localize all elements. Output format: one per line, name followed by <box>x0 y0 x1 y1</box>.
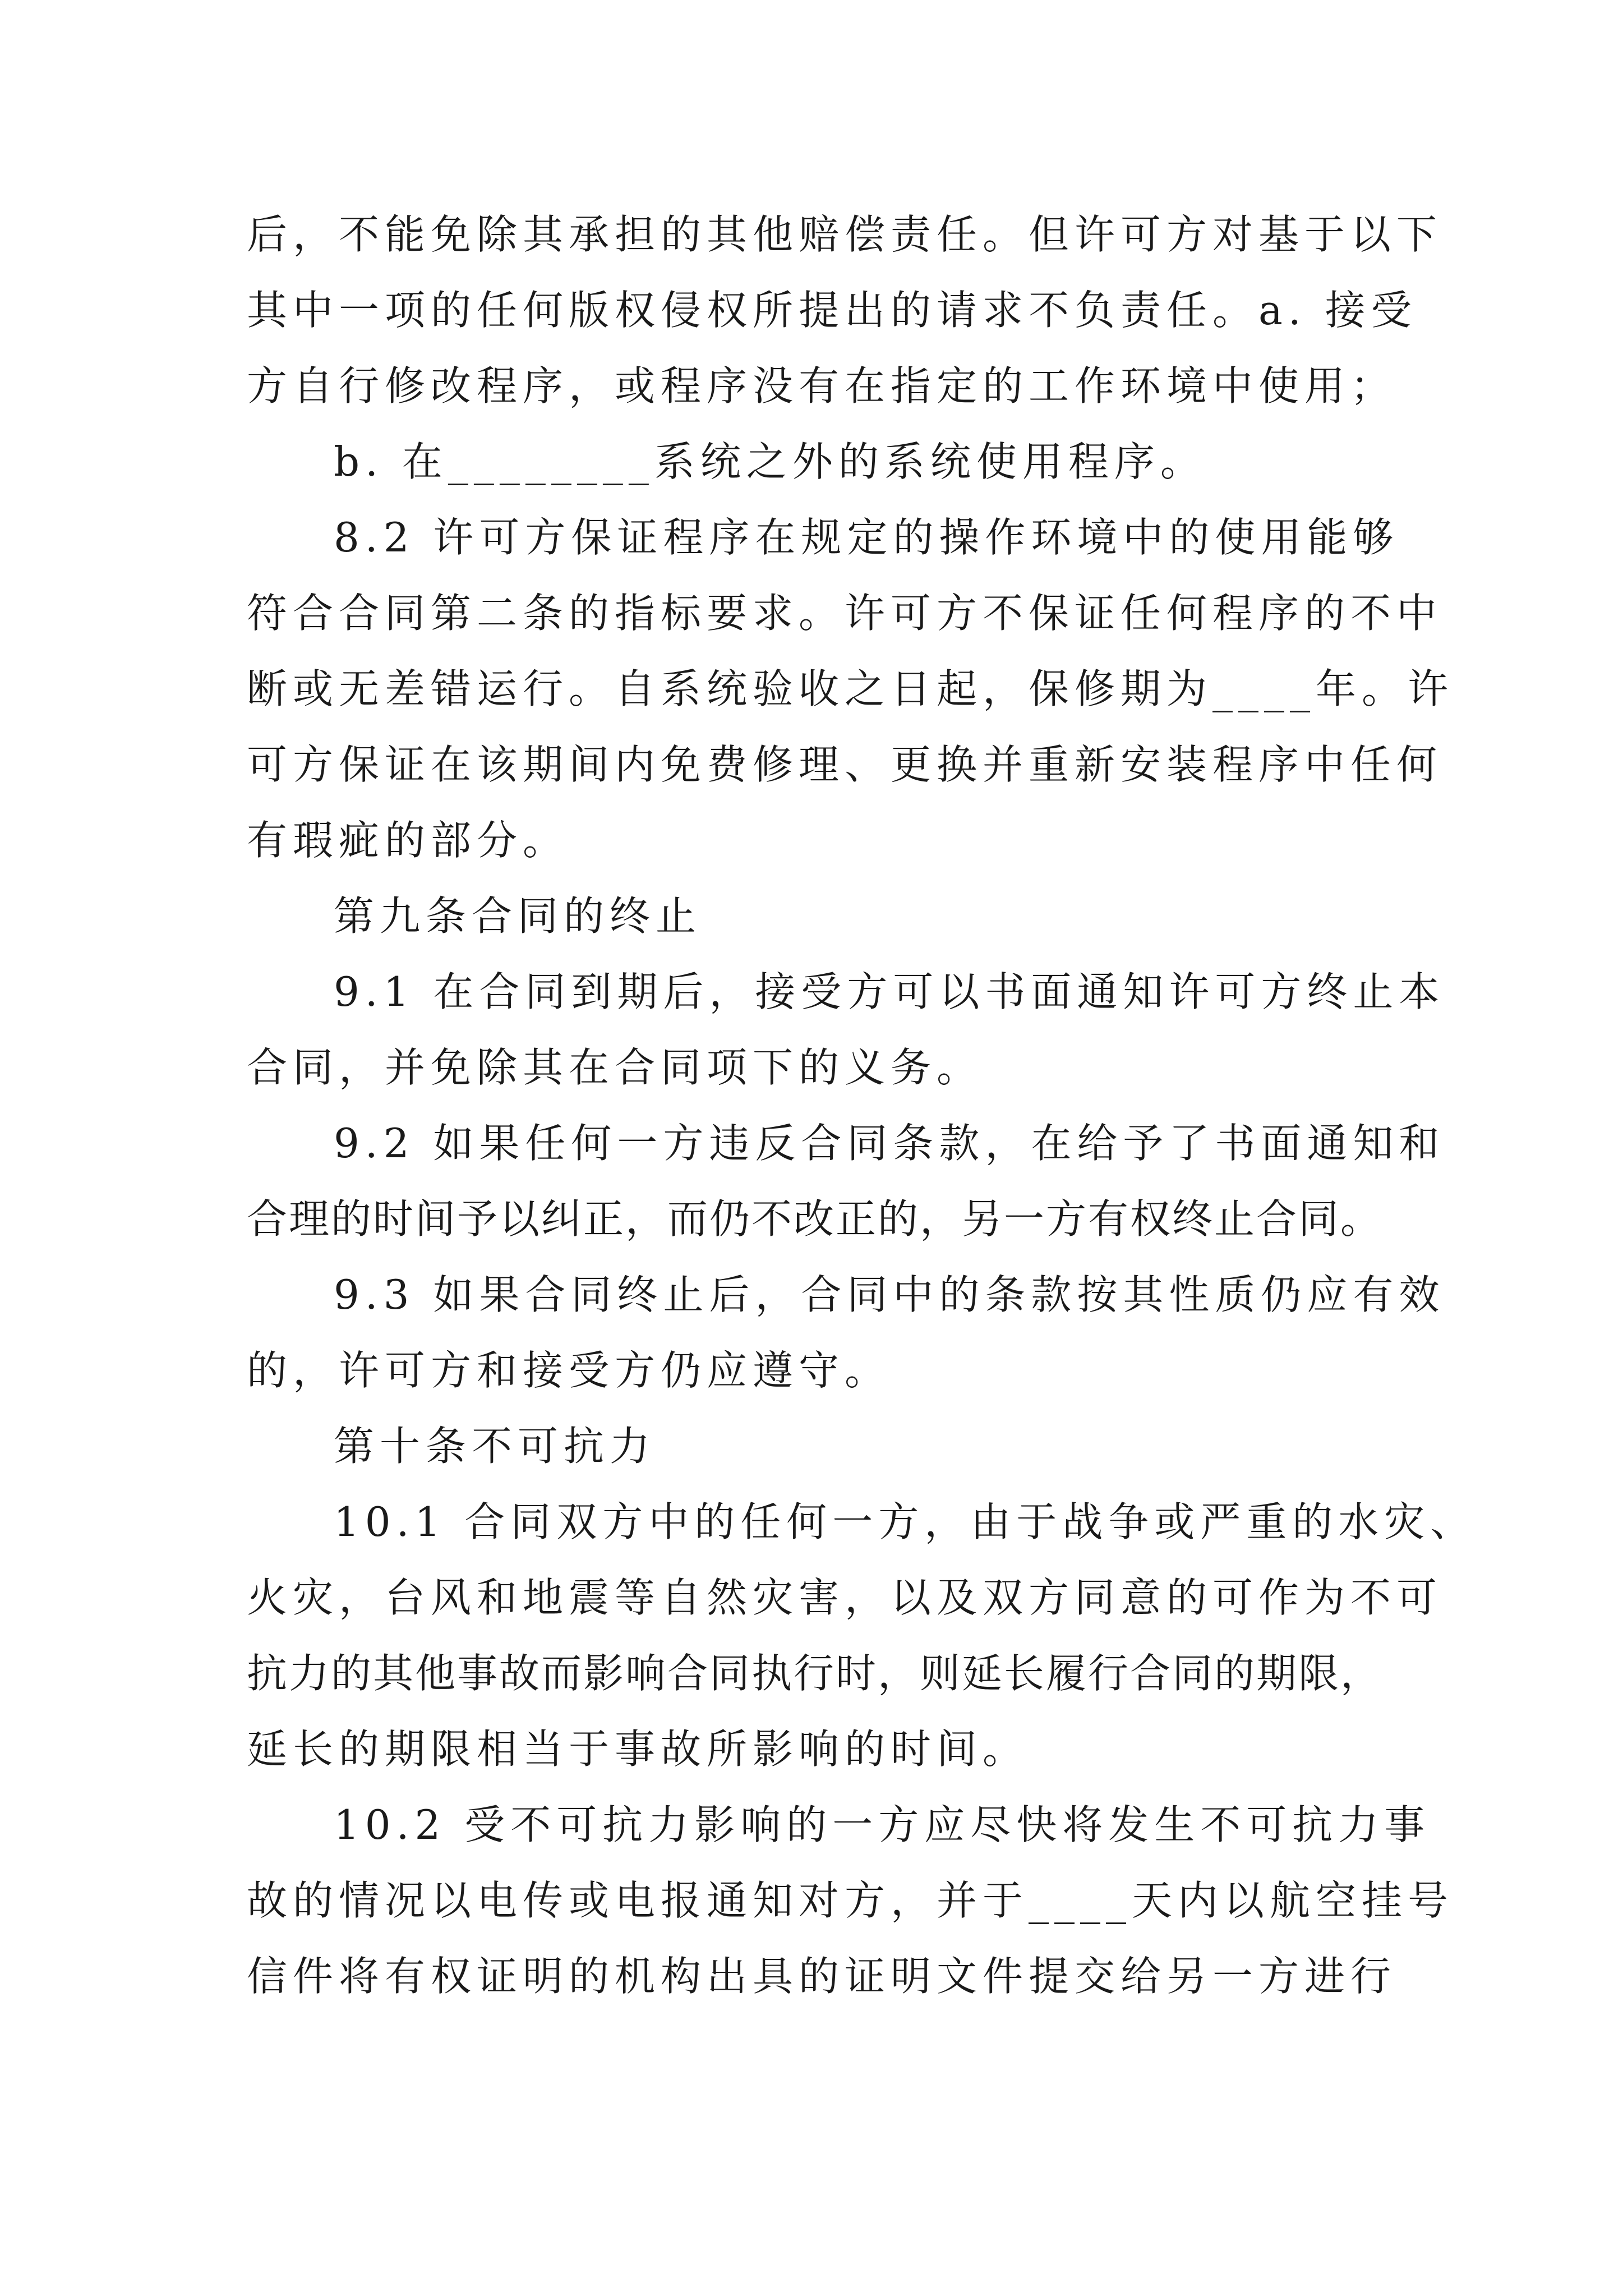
text-line: 合同，并免除其在合同项下的义务。 <box>247 1044 983 1091</box>
text-line: 10.1 合同双方中的任何一方，由于战争或严重的水灾、 <box>334 1498 1477 1545</box>
text-line: 8.2 许可方保证程序在规定的操作环境中的使用能够 <box>334 514 1399 561</box>
text-line: 9.2 如果任何一方违反合同条款，在给予了书面通知和 <box>334 1120 1445 1167</box>
text-line: 方自行修改程序，或程序没有在指定的工作环境中使用； <box>247 362 1397 409</box>
text-line: 其中一项的任何版权侵权所提出的请求不负责任。a. 接受 <box>247 287 1417 334</box>
text-line: 断或无差错运行。自系统验收之日起，保修期为____年。许 <box>247 665 1454 712</box>
text-line: 火灾，台风和地震等自然灾害，以及双方同意的可作为不可 <box>247 1574 1443 1621</box>
text-line: 故的情况以电传或电报通知对方，并于____天内以航空挂号 <box>247 1877 1454 1924</box>
text-line: 抗力的其他事故而影响合同执行时，则延长履行合同的期限， <box>247 1650 1383 1697</box>
text-line: 9.3 如果合同终止后，合同中的条款按其性质仍应有效 <box>334 1271 1445 1318</box>
text-line: 合理的时间予以纠正，而仍不改正的，另一方有权终止合同。 <box>247 1195 1383 1243</box>
text-line: 有瑕疵的部分。 <box>247 817 569 864</box>
text-line: 符合合同第二条的指标要求。许可方不保证任何程序的不中 <box>247 590 1443 637</box>
section-heading: 第十条不可抗力 <box>334 1423 656 1470</box>
text-line: 信件将有权证明的机构出具的证明文件提交给另一方进行 <box>247 1953 1397 2000</box>
text-line: 9.1 在合同到期后，接受方可以书面通知许可方终止本 <box>334 968 1445 1015</box>
text-line: 10.2 受不可抗力影响的一方应尽快将发生不可抗力事 <box>334 1801 1431 1848</box>
text-line: 后，不能免除其承担的其他赔偿责任。但许可方对基于以下 <box>247 211 1443 258</box>
text-line: 延长的期限相当于事故所影响的时间。 <box>247 1726 1029 1773</box>
section-heading: 第九条合同的终止 <box>334 892 702 940</box>
text-line: 的，许可方和接受方仍应遵守。 <box>247 1347 891 1394</box>
text-line: 可方保证在该期间内免费修理、更换并重新安装程序中任何 <box>247 741 1443 788</box>
text-line: b. 在________系统之外的系统使用程序。 <box>334 438 1206 485</box>
